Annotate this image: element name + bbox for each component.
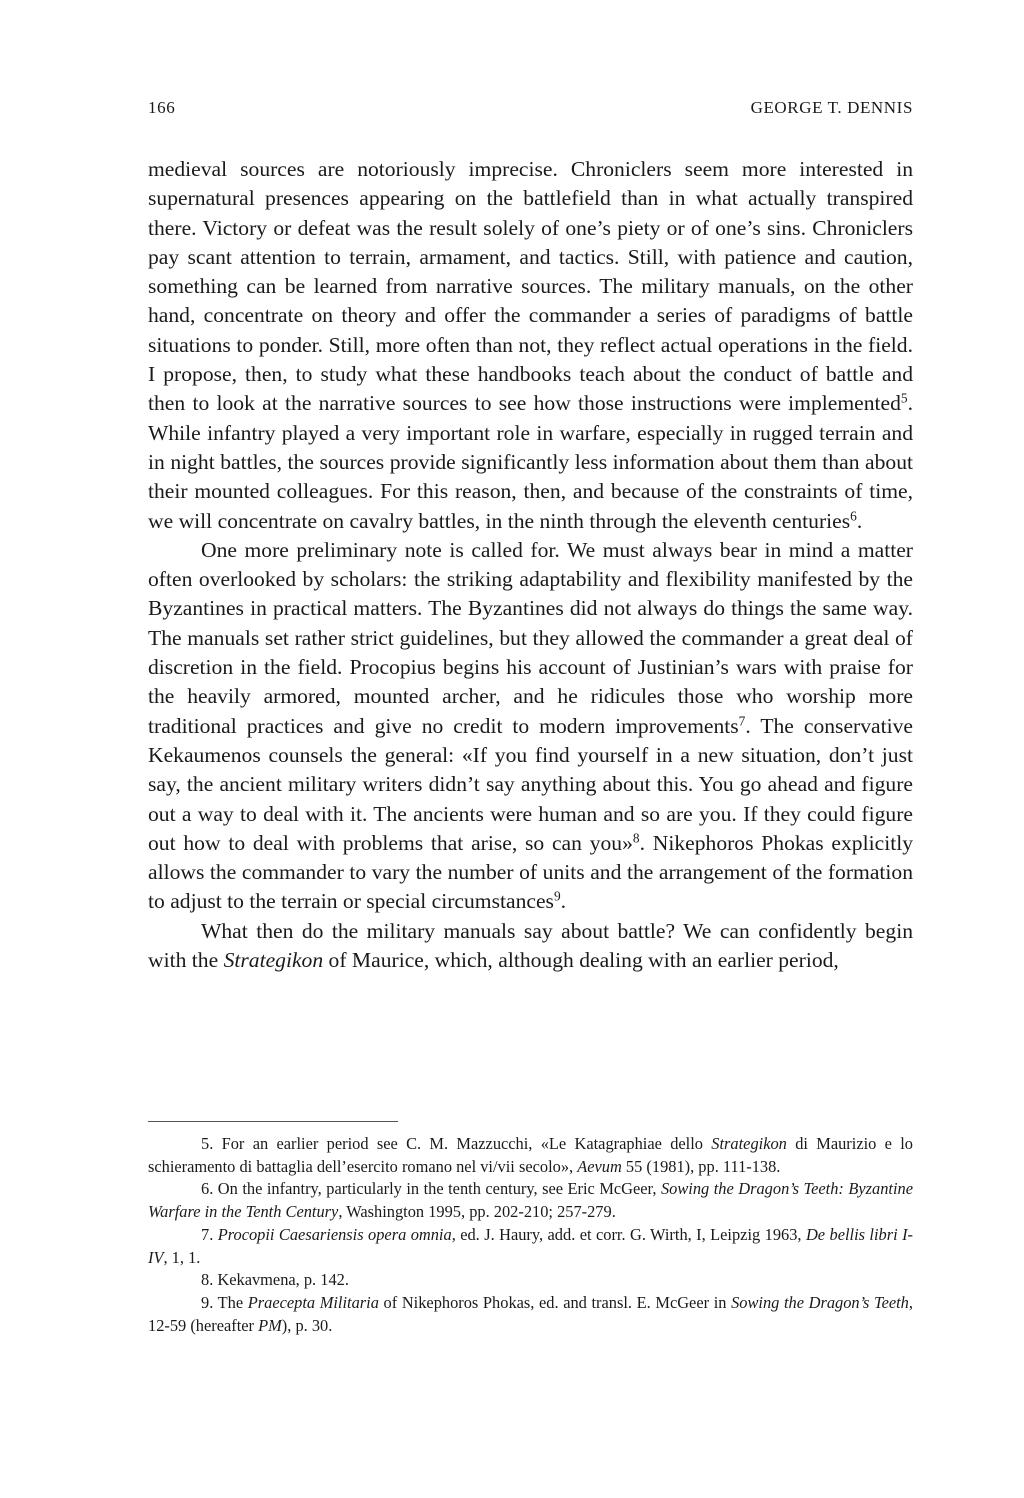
paragraph-text: One more preliminary note is called for. We must always bear in mind a matter often overlooked by scholars: the striking adaptability and flexibility manifested by the Byzantines in practical matters. The Byzantines did not always do things the same way. The manuals set rather strict guidelines, but they allowed the commander a great deal of discretion in the field. Procopius begins his account of Justinian’s wars with praise for the heavily armored, mounted archer, and he ridicules those who worship more traditional practices and give no credit to modern improvements bbox=[148, 537, 913, 738]
footnote-9 bbox=[148, 1292, 913, 1337]
paragraph-1 bbox=[148, 155, 913, 536]
main-text bbox=[148, 155, 913, 975]
footnote-ref-7: 7 bbox=[738, 713, 746, 729]
footnote-text: , 1, 1. bbox=[163, 1247, 201, 1267]
footnote-8 bbox=[148, 1269, 913, 1292]
footnote-text: 8. Kekavmena, p. 142. bbox=[201, 1270, 349, 1290]
footnote-italic: Sowing the Dragon’s Teeth: Byzantine Warfare in the Tenth Century bbox=[148, 1179, 914, 1222]
footnote-italic: Praecepta Militaria bbox=[247, 1292, 379, 1312]
footnote-text: , Washington 1995, pp. 202-210; 257-279. bbox=[338, 1202, 616, 1222]
footnote-italic: Sowing the Dragon’s Teeth bbox=[731, 1292, 909, 1312]
paragraph-text: What then do the military manuals say about battle? We can confidently begin with the bbox=[148, 918, 913, 973]
footnotes bbox=[148, 1133, 913, 1337]
footnote-text: 5. For an earlier period see C. M. Mazzucchi, «Le Katagraphiae dello bbox=[201, 1134, 712, 1153]
paragraph-text: . bbox=[560, 889, 567, 914]
footnote-5 bbox=[148, 1133, 913, 1178]
page-header bbox=[148, 98, 913, 124]
paragraph-text: . The conservative Kekaumenos counsels the general: «If you find yourself in a new situation, don’t just say, the ancient military writers didn’t say anything about this. You go ahead and figure out a way to deal with it. The ancients were human and so are you. If they could figure out how to deal with problems that arise, so can you» bbox=[148, 713, 913, 855]
paragraph-text: . Nikephoros Phokas explicitly allows the commander to vary the number of units and the arrangement of the formation to adjust to the terrain or special circumstances bbox=[148, 830, 913, 914]
running-head: GEORGE T. DENNIS bbox=[750, 98, 913, 117]
footnote-italic: Procopii Caesariensis opera omnia bbox=[217, 1224, 452, 1244]
footnote-italic: Aevum bbox=[577, 1156, 622, 1176]
paragraph-text: medieval sources are notoriously imprecise. Chroniclers seem more interested in supernatural presences appearing on the battlefield than in what actually transpired there. Victory or defeat was the result solely of one’s piety or of one’s sins. Chroniclers pay scant attention to terrain, armament, and tactics. Still, with patience and caution, something can be learned from narrative sources. The military manuals, on the other hand, concentrate on theory and offer the commander a series of paradigms of battle situations to ponder. Still, more often than not, they reflect actual operations in the field. I propose, then, to study what these handbooks teach about the conduct of battle and then to look at the narrative sources to see how those instructions were implemented bbox=[148, 157, 913, 416]
footnote-text: 55 (1981), pp. 111-138. bbox=[621, 1156, 781, 1176]
footnote-text: 6. On the infantry, particularly in the tenth century, see Eric McGeer, bbox=[201, 1179, 661, 1199]
footnote-divider bbox=[148, 1121, 398, 1122]
paragraph-text: of Maurice, which, although dealing with an earlier period, bbox=[323, 948, 839, 973]
footnote-6 bbox=[148, 1178, 913, 1223]
footnote-italic: De bellis libri I-IV bbox=[148, 1224, 914, 1267]
footnote-ref-6: 6 bbox=[850, 508, 857, 524]
italic-title: Strategikon bbox=[223, 948, 324, 973]
paragraph-text: . While infantry played a very important role in warfare, especially in rugged terrain and in night battles, the sources provide significantly less information about them than about their mounted colleagues. For this reason, then, and because of the constraints of time, we will concentrate on cavalry battles, in the ninth through the eleventh centuries bbox=[148, 391, 913, 533]
footnote-text: of Nikephoros Phokas, ed. and transl. E. McGeer in bbox=[378, 1292, 732, 1312]
footnote-ref-9: 9 bbox=[553, 889, 561, 905]
footnote-text: , ed. J. Haury, add. et corr. G. Wirth, I, Leipzig 1963, bbox=[451, 1224, 806, 1244]
paragraph-2 bbox=[148, 536, 913, 917]
footnote-ref-8: 8 bbox=[632, 830, 640, 846]
page-number: 166 bbox=[148, 98, 176, 117]
footnote-text: 9. The bbox=[201, 1292, 248, 1312]
footnote-italic: Strategikon bbox=[711, 1134, 787, 1153]
footnote-italic: PM bbox=[258, 1315, 282, 1335]
paragraph-text: . bbox=[856, 508, 863, 533]
paragraph-3 bbox=[148, 917, 913, 976]
footnote-ref-5: 5 bbox=[900, 391, 908, 407]
footnote-text: di Maurizio e lo schieramento di battaglia dell’esercito romano nel vi/vii secolo», bbox=[148, 1134, 913, 1176]
footnote-text: , 12-59 (hereafter bbox=[148, 1292, 913, 1335]
footnote-7 bbox=[148, 1224, 913, 1269]
footnote-text: ), p. 30. bbox=[281, 1315, 333, 1335]
footnote-text: 7. bbox=[201, 1224, 218, 1244]
